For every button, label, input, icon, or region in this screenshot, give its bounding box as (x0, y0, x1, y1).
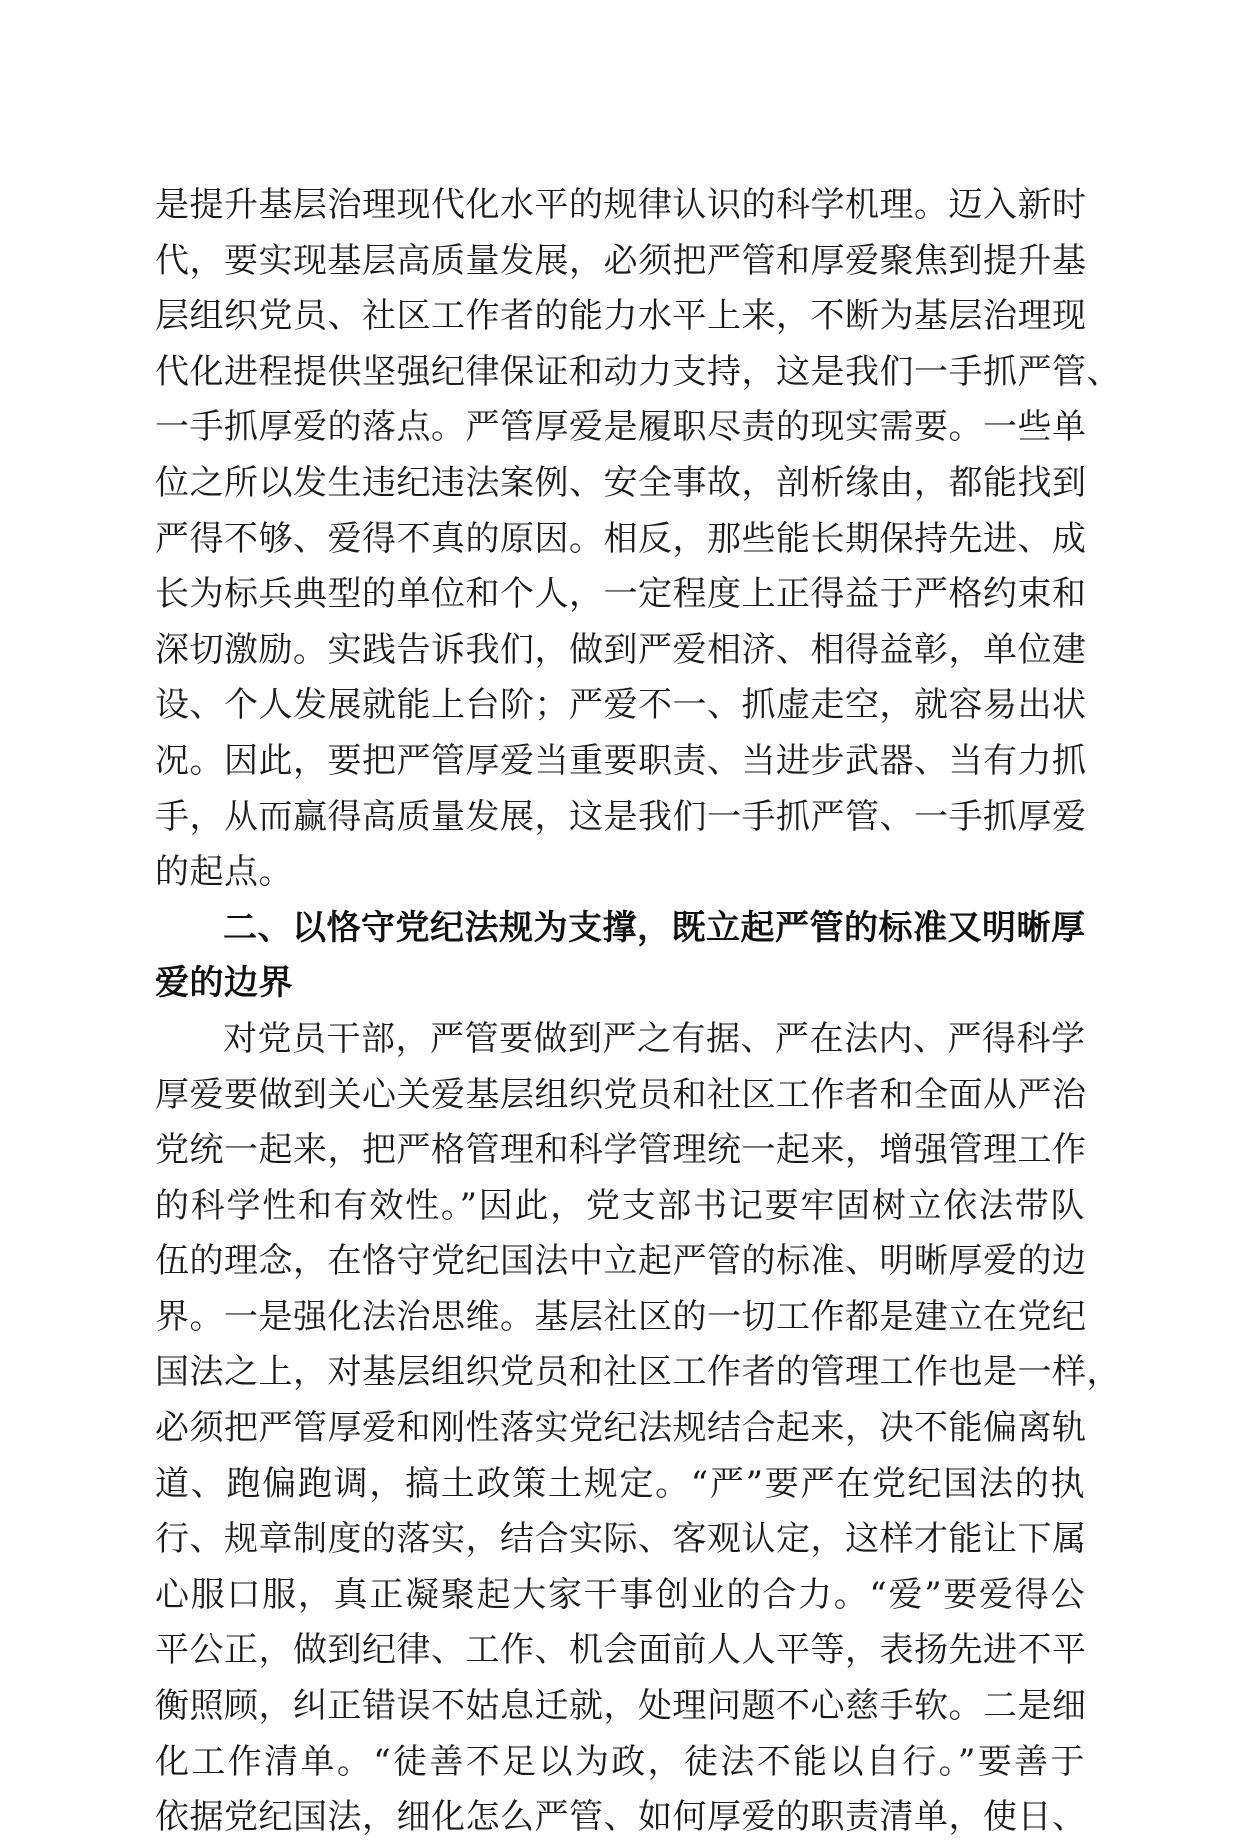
text-line: 党统一起来，把严格管理和科学管理统一起来，增强管理工作 (155, 1130, 1087, 1171)
text-line: 代，要实现基层高质量发展，必须把严管和厚爱聚焦到提升基 (155, 240, 1087, 281)
text-line: 层组织党员、社区工作者的能力水平上来，不断为基层治理现 (155, 296, 1087, 337)
text-line: 的科学性和有效性。”因此，党支部书记要牢固树立依法带队 (155, 1185, 1085, 1226)
text-line: 依据党纪国法，细化怎么严管、如何厚爱的职责清单，使日、 (155, 1797, 1087, 1838)
text-line: 设、个人发展就能上台阶；严爱不一、抓虚走空，就容易出状 (155, 685, 1087, 726)
text-line: 位之所以发生违纪违法案例、安全事故，剖析缘由，都能找到 (155, 462, 1087, 503)
heading-line: 爱的边界 (155, 963, 293, 1004)
text-line: 化工作清单。“徒善不足以为政，徒法不能以自行。”要善于 (155, 1741, 1085, 1782)
paragraph-1 (155, 178, 1121, 901)
text-line: 必须把严管厚爱和刚性落实党纪法规结合起来，决不能偏离轨 (155, 1408, 1087, 1449)
text-line: 长为标兵典型的单位和个人，一定程度上正得益于严格约束和 (155, 574, 1087, 615)
text-line: 界。一是强化法治思维。基层社区的一切工作都是建立在党纪 (155, 1296, 1087, 1337)
text-line: 手，从而赢得高质量发展，这是我们一手抓严管、一手抓厚爱 (155, 796, 1087, 837)
text-line: 是提升基层治理现代化水平的规律认识的科学机理。迈入新时 (155, 185, 1087, 225)
text-line: 平公正，做到纪律、工作、机会面前人人平等，表扬先进不平 (155, 1630, 1087, 1671)
text-line: 深切激励。实践告诉我们，做到严爱相济、相得益彰，单位建 (155, 629, 1087, 670)
document-body (155, 178, 1121, 1846)
text-line: 衡照顾，纠正错误不姑息迁就，处理问题不心慈手软。二是细 (155, 1686, 1087, 1727)
text-line: 厚爱要做到关心关爱基层组织党员和社区工作者和全面从严治 (155, 1074, 1087, 1115)
text-line: 一手抓厚爱的落点。严管厚爱是履职尽责的现实需要。一些单 (155, 407, 1087, 448)
text-line: 国法之上，对基层组织党员和社区工作者的管理工作也是一样， (155, 1352, 1121, 1393)
text-line: 心服口服，真正凝聚起大家干事创业的合力。“爱”要爱得公 (155, 1574, 1085, 1615)
section-heading (155, 901, 1085, 1012)
text-line: 代化进程提供坚强纪律保证和动力支持，这是我们一手抓严管、 (155, 351, 1121, 392)
text-line: 伍的理念，在恪守党纪国法中立起严管的标准、明晰厚爱的边 (155, 1241, 1087, 1282)
text-line: 对党员干部，严管要做到严之有据、严在法内、严得科学 (223, 1018, 1086, 1059)
paragraph-2 (155, 1012, 1121, 1846)
text-line: 严得不够、爱得不真的原因。相反，那些能长期保持先进、成 (155, 518, 1087, 559)
text-line: 况。因此，要把严管厚爱当重要职责、当进步武器、当有力抓 (155, 740, 1087, 781)
text-line: 行、规章制度的落实，结合实际、客观认定，这样才能让下属 (155, 1519, 1087, 1560)
heading-line: 二、以恪守党纪法规为支撑，既立起严管的标准又明晰厚 (223, 907, 1086, 948)
text-line: 的起点。 (155, 852, 293, 893)
text-line: 道、跑偏跑调，搞土政策土规定。“严”要严在党纪国法的执 (155, 1463, 1085, 1504)
